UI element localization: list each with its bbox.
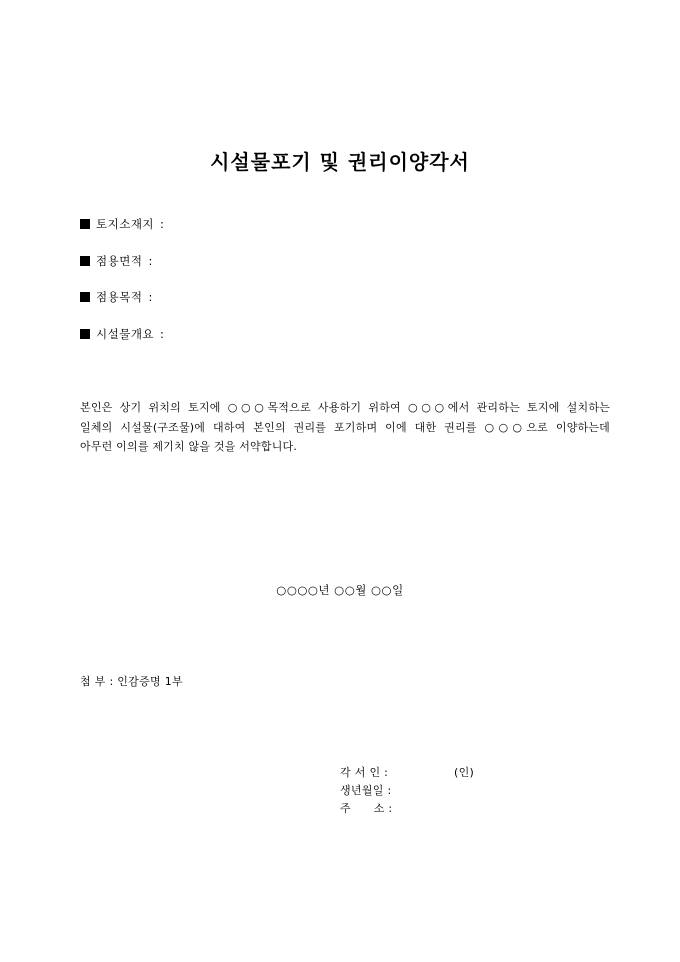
body-line: 아무런 이의를 제기치 않을 것을 서약합니다. bbox=[80, 440, 298, 453]
field-label: 시설물개요 bbox=[96, 327, 155, 341]
address-label: 주 소 : bbox=[340, 802, 393, 815]
page-title: 시설물포기 및 권리이양각서 bbox=[210, 150, 470, 174]
field-label: 점용목적 bbox=[96, 290, 143, 304]
field-occupied-purpose bbox=[80, 289, 153, 305]
square-bullet-icon bbox=[80, 329, 90, 339]
field-land-location bbox=[80, 216, 164, 232]
address-row bbox=[340, 800, 398, 816]
field-facility-overview bbox=[80, 326, 164, 342]
attachment-note: 첨 부 : 인감증명 1부 bbox=[80, 675, 183, 688]
square-bullet-icon bbox=[80, 292, 90, 302]
pledge-body bbox=[80, 398, 610, 457]
signer-row bbox=[340, 764, 475, 780]
square-bullet-icon bbox=[80, 219, 90, 229]
birthdate-row bbox=[340, 782, 398, 798]
body-line: 일체의 시설물(구조물)에 대하여 본인의 권리를 포기하며 이에 대한 권리를 ○○○으로 이양하는데 bbox=[80, 420, 610, 434]
field-colon: : bbox=[160, 217, 165, 231]
field-occupied-area bbox=[80, 253, 153, 269]
birthdate-label: 생년월일 : bbox=[340, 784, 392, 797]
field-colon: : bbox=[160, 327, 165, 341]
document-date: ○○○○년 ○○월 ○○일 bbox=[276, 583, 404, 597]
square-bullet-icon bbox=[80, 256, 90, 266]
field-label: 점용면적 bbox=[96, 254, 143, 268]
body-line: 본인은 상기 위치의 토지에 ○○○목적으로 사용하기 위하여 ○○○에서 관리하는 토지에 설치하는 bbox=[80, 401, 610, 414]
signer-label: 각 서 인 : bbox=[340, 766, 389, 779]
seal-mark: (인) bbox=[454, 766, 475, 779]
field-colon: : bbox=[148, 290, 153, 304]
field-label: 토지소재지 bbox=[96, 217, 155, 231]
field-colon: : bbox=[148, 254, 153, 268]
